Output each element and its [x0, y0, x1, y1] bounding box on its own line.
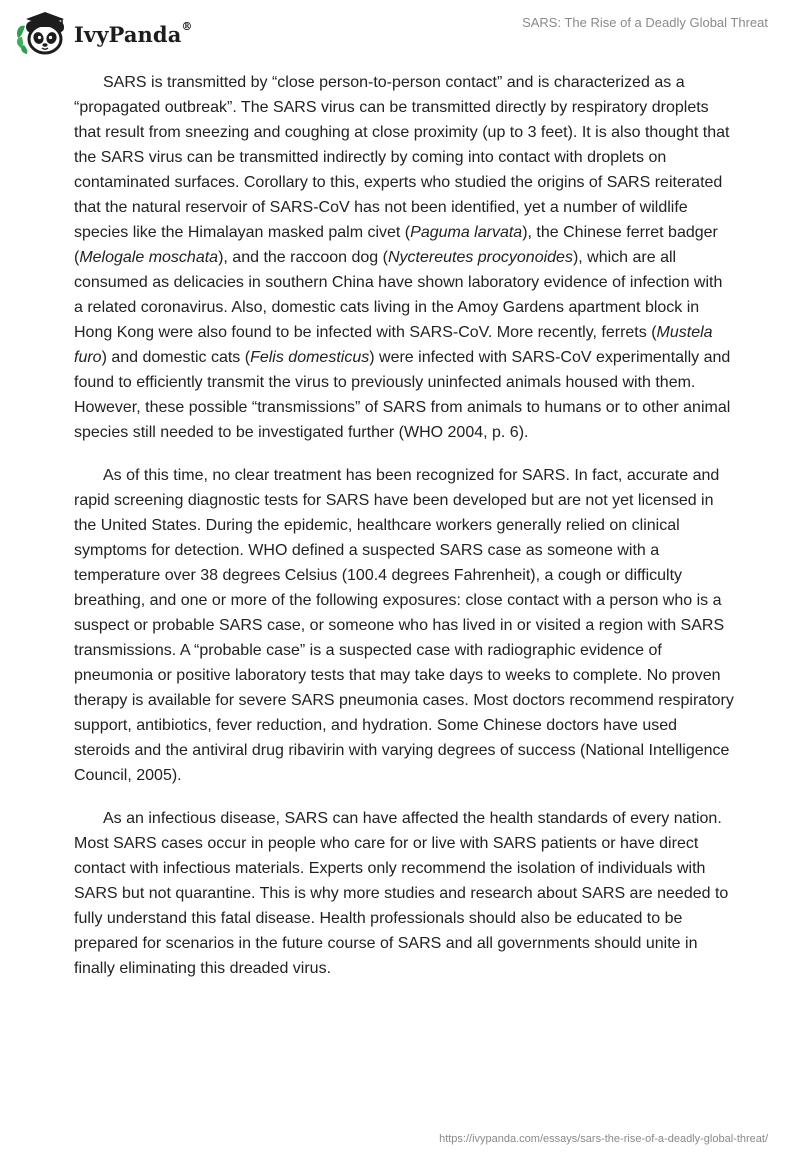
species-name: Nyctereutes procyonoides: [387, 249, 573, 266]
text-segment: ) and domestic cats (: [101, 349, 251, 366]
species-name: Melogale moschata: [79, 249, 219, 266]
document-title: SARS: The Rise of a Deadly Global Threat: [522, 15, 768, 30]
page-header: [0, 0, 800, 60]
essay-body: [74, 70, 734, 999]
brand-name: IvyPanda®: [74, 19, 193, 47]
registered-mark: ®: [181, 19, 193, 33]
text-segment: SARS is transmitted by “close person-to-person contact” and is characterized as a “propagated outbreak”. The SARS virus can be transmitted directly by respiratory droplets that result from sneezing and coughing at close proximity (up to 3 feet). It is also thought that the SARS virus can be transmitted indirectly by coming into contact with droplets on contaminated surfaces. Corollary to this, experts who studied the origins of SARS reiterated that the natural reservoir of SARS-CoV has not been identified, yet a number of wildlife species like the Himalayan masked palm civet (: [74, 74, 730, 241]
paragraph-transmission: [74, 70, 734, 445]
text-segment: ), the Chinese ferret badger (: [74, 224, 718, 266]
panda-graduate-logo-icon: [14, 8, 72, 58]
paragraph-conclusion: As an infectious disease, SARS can have affected the health standards of every nation. Most SARS cases occur in people who care for or live with SARS patients or have direct contact with infectious materials. Experts only recommend the isolation of individuals with SARS but not quarantine. This is why more studies and research about SARS are needed to fully understand this fatal disease. Health professionals should also be educated to be prepared for scenarios in the future course of SARS and all governments should unite in finally eliminating this dreaded virus.: [74, 810, 729, 977]
source-url[interactable]: https://ivypanda.com/essays/sars-the-rise-of-a-deadly-global-threat/: [439, 1133, 768, 1145]
species-name: Paguma larvata: [410, 224, 523, 241]
paragraph-treatment: As of this time, no clear treatment has been recognized for SARS. In fact, accurate and rapid screening diagnostic tests for SARS have been developed but are not yet licensed in the United States. During the epidemic, healthcare workers generally relied on clinical symptoms for detection. WHO defined a suspected SARS case as someone with a temperature over 38 degrees Celsius (100.4 degrees Fahrenheit), a cough or difficulty breathing, and one or more of the following exposures: close contact with a person who is a suspect or probable SARS case, or someone who has lived in or visited a region with SARS transmissions. A “probable case” is a suspected case with radiographic evidence of pneumonia or positive laboratory tests that may take days to weeks to complete. No proven therapy is available for severe SARS pneumonia cases. Most doctors recommend respiratory support, antibiotics, fever reduction, and hydration. Some Chinese doctors have used steroids and the antiviral drug ribavirin with varying degrees of success (National Intelligence Council, 2005).: [74, 467, 734, 784]
ivypanda-logo[interactable]: [14, 8, 193, 58]
text-segment: ) were infected with SARS-CoV experimentally and found to efficiently transmit the virus to previously uninfected animals housed with them. However, these possible “transmissions” of SARS from animals to humans or to other animal species still needed to be investigated further (WHO 2004, p. 6).: [74, 349, 731, 441]
species-name: Mustela furo: [74, 324, 713, 366]
text-segment: ), which are all consumed as delicacies in southern China have shown laboratory evidence of infection with a related coronavirus. Also, domestic cats living in the Amoy Gardens apartment block in Hong Kong were also found to be infected with SARS-CoV. More recently, ferrets (: [74, 249, 723, 341]
species-name: Felis domesticus: [250, 349, 370, 366]
text-segment: ), and the raccoon dog (: [218, 249, 388, 266]
